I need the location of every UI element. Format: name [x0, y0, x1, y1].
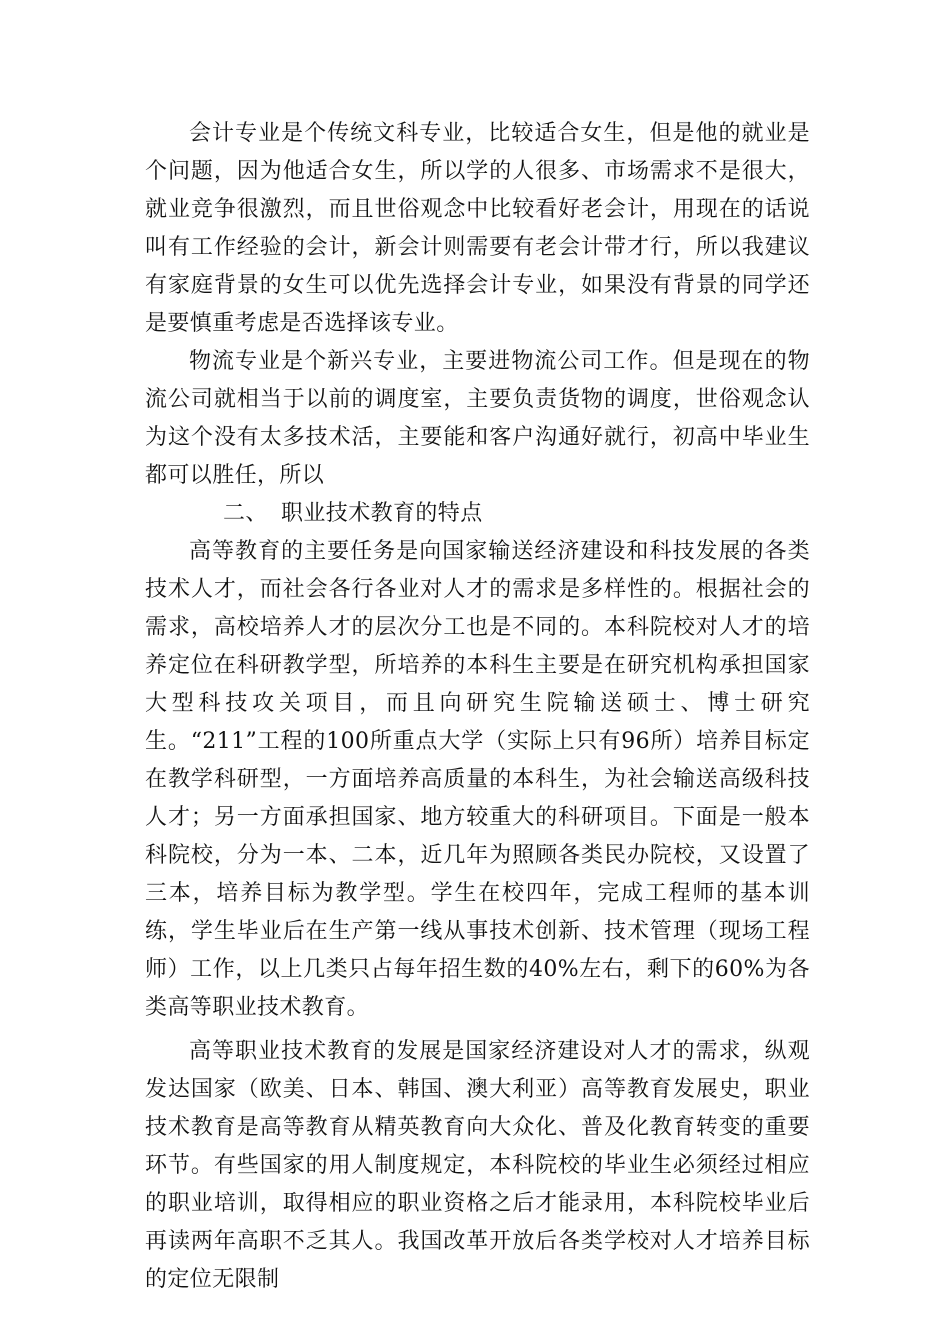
paragraph-logistics: 物流专业是个新兴专业，主要进物流公司工作。但是现在的物流公司就相当于以前的调度室，主要负责货物的调度，世俗观念认为这个没有太多技术活，主要能和客户沟通好就行，初高中毕业生都可以胜任，所以	[145, 349, 810, 488]
section-heading-number: 二、	[223, 501, 268, 526]
paragraph-vocational-development: 高等职业技术教育的发展是国家经济建设对人才的需求，纵观发达国家（欧美、日本、韩国、澳大利亚）高等教育发展史，职业技术教育是高等教育从精英教育向大众化、普及化教育转变的重要环节。有些国家的用人制度规定，本科院校的毕业生必须经过相应的职业培训，取得相应的职业资格之后才能录用，本科院校毕业后再读两年高职不乏其人。我国改革开放后各类学校对人才培养目标的定位无限制	[145, 1039, 810, 1292]
paragraph-higher-education: 高等教育的主要任务是向国家输送经济建设和科技发展的各类技术人才，而社会各行各业对人才的需求是多样性的。根据社会的需求，高校培养人才的层次分工也是不同的。本科院校对人才的培养定位在科研教学型，所培养的本科生主要是在研究机构承担国家大型科技攻关项目，而且向研究生院输送硕士、博士研究生。“211”工程的100所重点大学（实际上只有96所）培养目标定在教学科研型，一方面培养高质量的本科生，为社会输送高级科技人才；另一方面承担国家、地方较重大的科研项目。下面是一般本科院校，分为一本、二本，近几年为照顾各类民办院校，又设置了三本，培养目标为教学型。学生在校四年，完成工程师的基本训练，学生毕业后在生产第一线从事技术创新、技术管理（现场工程师）工作，以上几类只占每年招生数的40%左右，剩下的60%为各类高等职业技术教育。	[145, 539, 810, 1020]
paragraph-accounting: 会计专业是个传统文科专业，比较适合女生，但是他的就业是个问题，因为他适合女生，所以学的人很多、市场需求不是很大，就业竞争很激烈，而且世俗观念中比较看好老会计，用现在的话说叫有工作经验的会计，新会计则需要有老会计带才行，所以我建议有家庭背景的女生可以优先选择会计专业，如果没有背景的同学还是要慎重考虑是否选择该专业。	[145, 121, 810, 336]
section-heading	[145, 495, 810, 533]
document-body	[145, 115, 810, 1299]
section-heading-title: 职业技术教育的特点	[281, 501, 483, 526]
